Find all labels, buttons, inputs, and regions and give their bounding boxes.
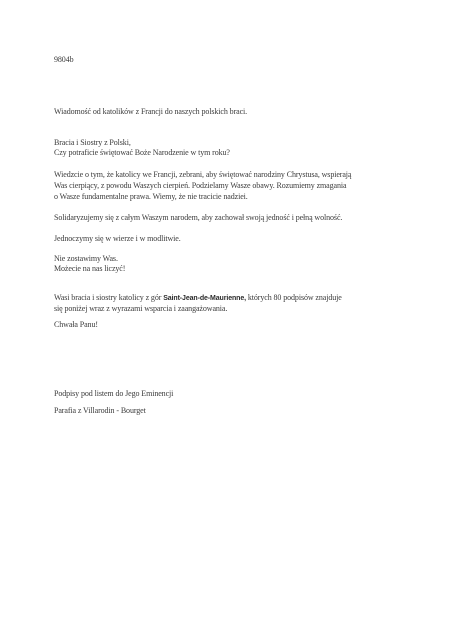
paragraph-5-suffix: których 80 podpisów znajduje	[245, 293, 342, 302]
paragraph-1-line-2: Was cierpiący, z powodu Waszych cierpień. Podzielamy Wasze obawy. Rozumiemy zmagania	[54, 181, 347, 190]
place-name: Saint-Jean-de-Maurienne,	[163, 295, 246, 302]
paragraph-5-prefix: Wasi bracia i siostry katolicy z gór	[54, 293, 164, 302]
closing-line: Chwała Panu!	[54, 320, 98, 329]
paragraph-5-line-2: się poniżej wraz z wyrazami wsparcia i zaangażowania.	[54, 304, 228, 313]
signatures-title: Podpisy pod listem do Jego Eminencji	[54, 389, 174, 398]
paragraph-1-line-1: Wiedzcie o tym, że katolicy we Francji, zebrani, aby świętować narodziny Chrystusa, wspierają	[54, 170, 352, 179]
paragraph-5-line-1	[54, 293, 342, 304]
greeting-line-1: Bracia i Siostry z Polski,	[54, 138, 131, 147]
document-code: 9804b	[54, 55, 74, 64]
paragraph-4-line-1: Nie zostawimy Was.	[54, 254, 118, 263]
paragraph-4-line-2: Możecie na nas liczyć!	[54, 264, 126, 273]
parish-name: Parafia z Villarodin - Bourget	[54, 406, 146, 415]
greeting-line-2: Czy potraficie świętować Boże Narodzenie w tym roku?	[54, 148, 230, 157]
letter-heading: Wiadomość od katolików z Francji do naszych polskich braci.	[54, 107, 248, 116]
paragraph-2: Solidaryzujemy się z całym Waszym narodem, aby zachował swoją jedność i pełną wolność.	[54, 213, 343, 222]
paragraph-3: Jednoczymy się w wierze i w modlitwie.	[54, 234, 181, 243]
paragraph-1-line-3: o Wasze fundamentalne prawa. Wiemy, że nie tracicie nadziei.	[54, 192, 248, 201]
